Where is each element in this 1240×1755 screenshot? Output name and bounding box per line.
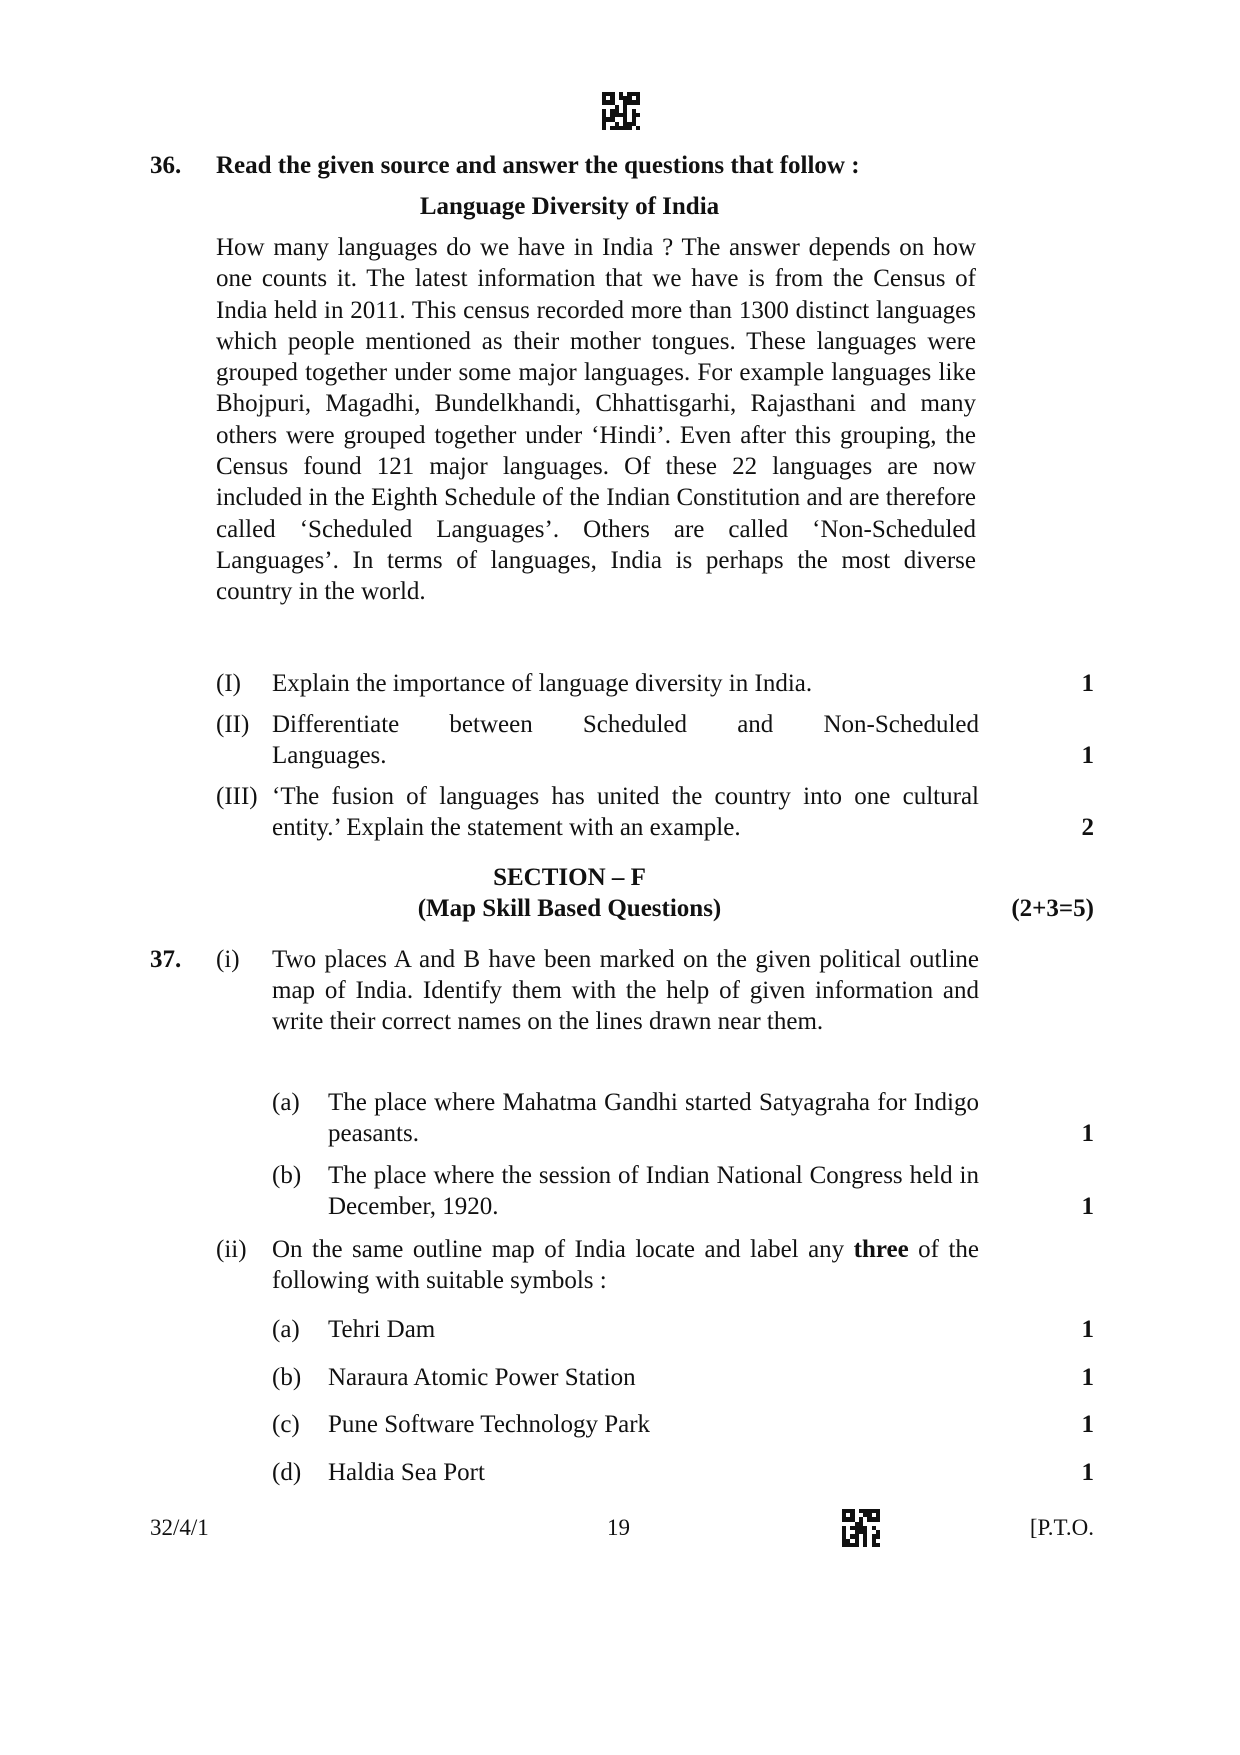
item-label-i-a: (a): [272, 1089, 300, 1116]
qr-code-bottom: [842, 1509, 880, 1547]
section-title: SECTION – F: [493, 864, 646, 891]
part-label-II: (II): [216, 711, 250, 738]
section-subtitle: (Map Skill Based Questions): [417, 895, 722, 922]
part-marks-I: 1: [1081, 670, 1094, 697]
question-37-number: 37.: [150, 946, 182, 973]
paper-code: 32/4/1: [150, 1515, 209, 1540]
item-label-ii-a: (a): [272, 1316, 300, 1343]
part-text-III: ‘The fusion of languages has united the country into one cultural entity.’ Explain the statement with an example.: [272, 783, 979, 841]
part-text-i: Two places A and B have been marked on the given political outline map of India. Identify them with the help of given information and write their correct names on the lines drawn near them.: [272, 946, 979, 1035]
item-text-ii-c: Pune Software Technology Park: [328, 1411, 651, 1438]
question-36-instruction: Read the given source and answer the questions that follow :: [216, 152, 860, 179]
item-label-i-b: (b): [272, 1162, 302, 1189]
part-marks-II: 1: [1081, 742, 1094, 769]
part-label-I: (I): [216, 670, 241, 697]
item-marks-i-a: 1: [1081, 1120, 1094, 1147]
item-marks-ii-b: 1: [1081, 1364, 1094, 1391]
part-text-I: Explain the importance of language diversity in India.: [272, 670, 813, 697]
section-marks: (2+3=5): [1011, 895, 1094, 922]
item-marks-i-b: 1: [1081, 1193, 1094, 1220]
part-label-ii: (ii): [216, 1236, 247, 1263]
part-text-II-line1: Differentiate between Scheduled and Non-Scheduled: [272, 711, 979, 738]
item-marks-ii-a: 1: [1081, 1316, 1094, 1343]
item-text-ii-a: Tehri Dam: [328, 1316, 436, 1343]
item-text-i-b: The place where the session of Indian National Congress held in December, 1920.: [328, 1162, 979, 1220]
source-passage: How many languages do we have in India ? The answer depends on how one counts it. The latest information that we have is from the Census of India held in 2011. This census recorded more than 1300 distinct languages which people mentioned as their mother tongues. These languages were grouped together under some major languages. For example languages like Bhojpuri, Magadhi, Bundelkhandi, Chhattisgarhi, Rajasthani and many others were grouped together under ‘Hindi’. Even after this grouping, the Census found 121 major languages. Of these 22 languages are now included in the Eighth Schedule of the Indian Constitution and are therefore called ‘Scheduled Languages’. Others are called ‘Non-Scheduled Languages’. In terms of languages, India is perhaps the most diverse country in the world.: [216, 234, 976, 606]
question-36-number: 36.: [150, 152, 182, 179]
item-label-ii-c: (c): [272, 1411, 300, 1438]
qr-code-top: [602, 92, 640, 130]
item-text-ii-b: Naraura Atomic Power Station: [328, 1364, 636, 1391]
pto-label: [P.T.O.: [1029, 1515, 1094, 1540]
part-label-III: (III): [216, 783, 258, 810]
part-text-II-line2: Languages.: [272, 742, 387, 769]
part-text-ii: [272, 1234, 979, 1296]
part-marks-III: 2: [1081, 814, 1094, 841]
part-text-ii-bold: three: [853, 1236, 909, 1263]
item-marks-ii-d: 1: [1081, 1459, 1094, 1486]
item-text-ii-d: Haldia Sea Port: [328, 1459, 485, 1486]
item-text-i-a: The place where Mahatma Gandhi started Satyagraha for Indigo peasants.: [328, 1089, 979, 1147]
part-text-ii-before: On the same outline map of India locate and label any: [272, 1236, 854, 1263]
part-text-ii-after: of the following with suitable symbols :: [272, 1236, 980, 1294]
page-number: 19: [607, 1515, 630, 1540]
part-label-i: (i): [216, 946, 240, 973]
item-label-ii-b: (b): [272, 1364, 302, 1391]
item-label-ii-d: (d): [272, 1459, 302, 1486]
source-title: Language Diversity of India: [419, 193, 720, 220]
item-marks-ii-c: 1: [1081, 1411, 1094, 1438]
